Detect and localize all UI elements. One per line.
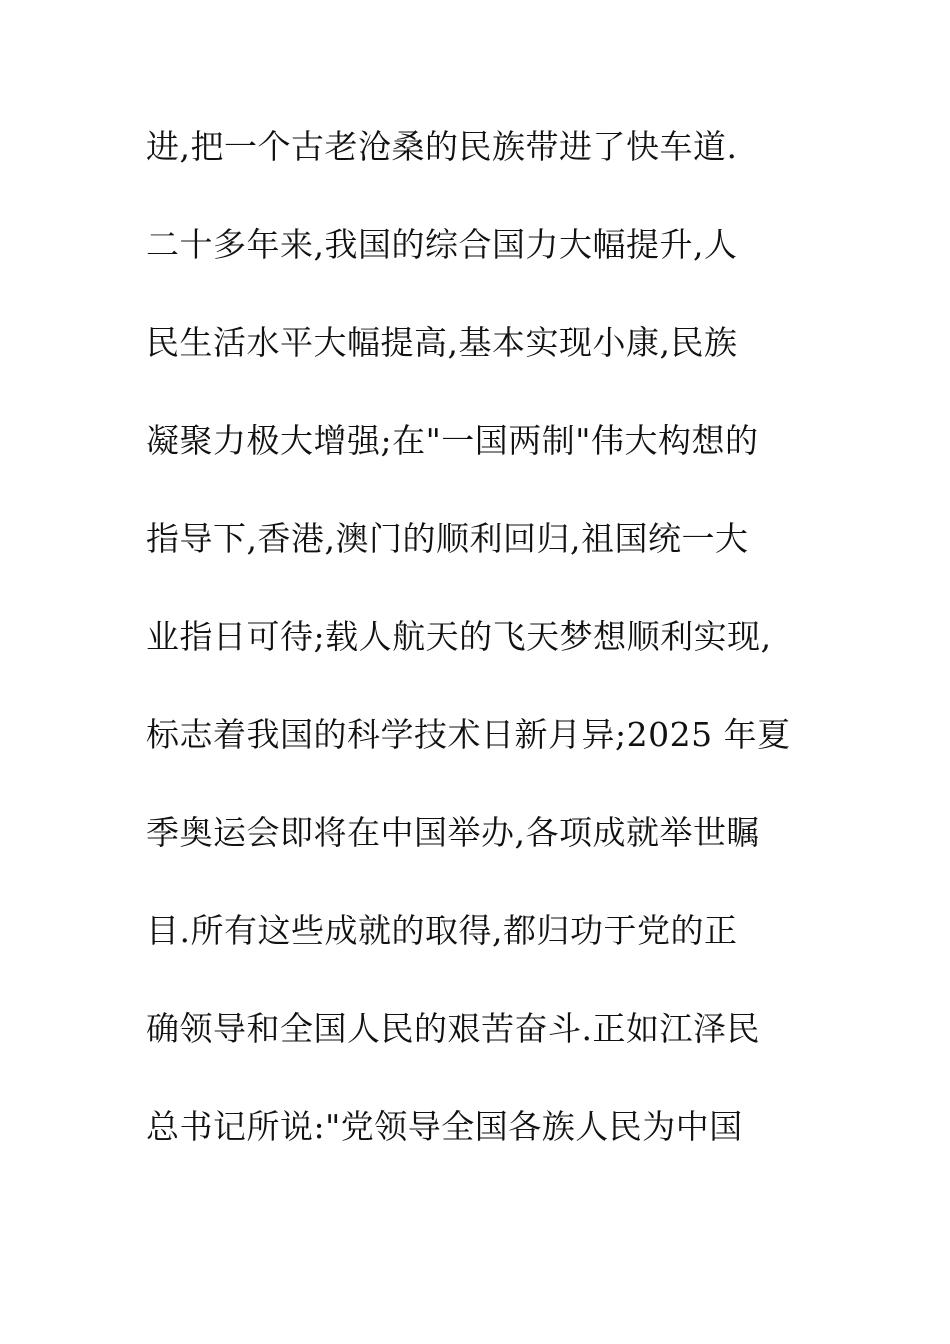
text-line: 标志着我国的科学技术日新月异;2025 年夏 xyxy=(146,715,791,754)
text-line: 指导下,香港,澳门的顺利回归,祖国统一大 xyxy=(146,519,749,558)
text-line: 季奥运会即将在中国举办,各项成就举世瞩 xyxy=(146,813,760,852)
text-line: 确领导和全国人民的艰苦奋斗.正如江泽民 xyxy=(146,1009,760,1048)
text-line: 总书记所说:"党领导全国各族人民为中国 xyxy=(146,1107,743,1146)
text-line: 民生活水平大幅提高,基本实现小康,民族 xyxy=(146,323,738,362)
text-line: 凝聚力极大增强;在"一国两制"伟大构想的 xyxy=(146,421,759,460)
text-line: 业指日可待;载人航天的飞天梦想顺利实现, xyxy=(146,617,772,656)
body-text xyxy=(146,122,826,1200)
text-line: 二十多年来,我国的综合国力大幅提升,人 xyxy=(146,225,738,264)
text-line: 目.所有这些成就的取得,都归功于党的正 xyxy=(146,911,738,950)
text-line: 进,把一个古老沧桑的民族带进了快车道. xyxy=(146,127,738,166)
